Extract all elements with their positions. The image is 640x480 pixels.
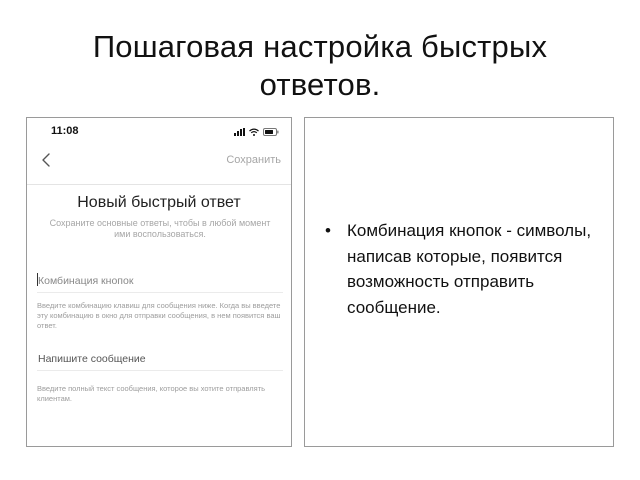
phone-screenshot xyxy=(26,117,292,447)
wifi-icon xyxy=(249,128,259,136)
status-bar xyxy=(27,118,291,144)
chevron-left-icon[interactable] xyxy=(37,150,57,170)
nav-divider xyxy=(27,184,291,185)
form-title: Новый быстрый ответ xyxy=(77,194,241,211)
signal-icon xyxy=(234,128,245,136)
shortcut-underline xyxy=(37,292,283,293)
message-field xyxy=(37,349,283,367)
navigation-bar xyxy=(27,146,291,174)
shortcut-hint: Введите комбинацию клавиш для сообщения ниже. Когда вы введете эту комбинацию в окно для отправки сообщения, в нем появится ваш ответ. xyxy=(37,301,281,330)
bullet-text: Комбинация кнопок - символы, написав которые, появится возможность отправить сообщение. xyxy=(347,221,592,317)
shortcut-input[interactable] xyxy=(37,272,284,290)
bullet-icon: • xyxy=(325,221,331,240)
text-cursor xyxy=(37,273,38,286)
form-subtitle: Сохраните основные ответы, чтобы в любой момент ими воспользоваться. xyxy=(49,218,271,239)
bullet-item xyxy=(325,218,600,320)
status-icons xyxy=(234,126,279,136)
explanation-panel xyxy=(304,117,614,447)
status-time: 11:08 xyxy=(51,125,79,137)
message-underline xyxy=(37,370,283,371)
shortcut-field xyxy=(37,271,283,289)
bullet-list xyxy=(325,218,600,320)
message-hint: Введите полный текст сообщения, которое вы хотите отправлять клиентам. xyxy=(37,384,266,403)
message-input[interactable] xyxy=(37,350,284,368)
battery-icon xyxy=(263,128,279,136)
slide-title: Пошаговая настройка быстрых ответов. xyxy=(92,29,548,102)
save-button[interactable]: Сохранить xyxy=(226,154,281,166)
